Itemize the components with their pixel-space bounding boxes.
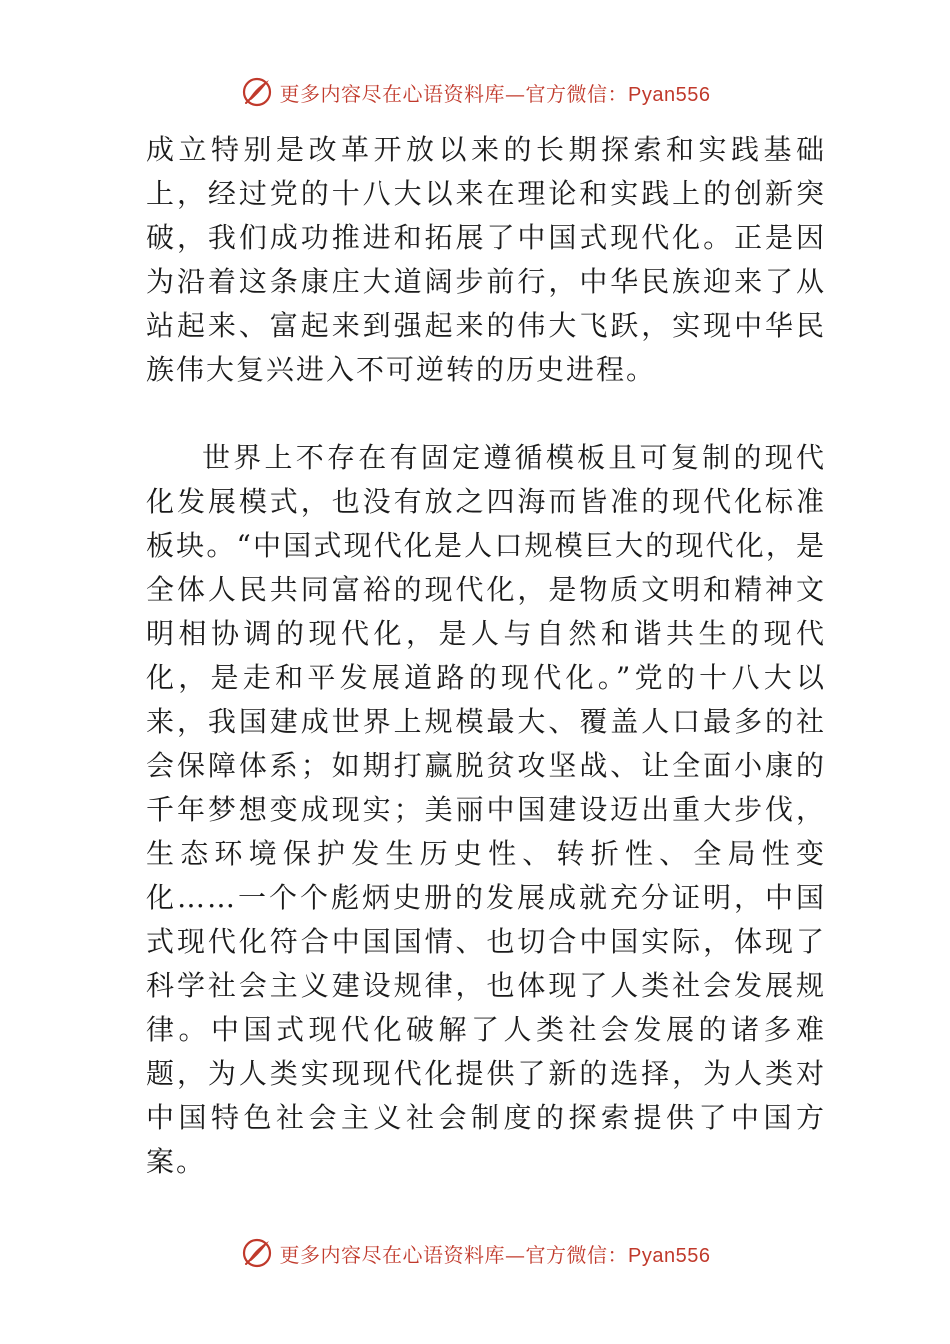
header-banner-id: Pyan556 — [628, 83, 711, 106]
header-banner-text — [280, 78, 711, 107]
footer-banner-suffix: 官方微信： — [525, 1242, 629, 1267]
quill-logo-icon — [240, 75, 274, 109]
footer-banner — [0, 1233, 950, 1273]
header-banner-suffix: 官方微信： — [525, 81, 629, 106]
header-banner-dash: — — [505, 81, 526, 106]
body-paragraph-1: 成立特别是改革开放以来的长期探索和实践基础上，经过党的十八大以来在理论和实践上的创新突破，我们成功推进和拓展了中国式现代化。正是因为沿着这条康庄大道阔步前行，中华民族迎来了从站起来、富起来到强起来的伟大飞跃，实现中华民族伟大复兴进入不可逆转的历史进程。 — [146, 133, 826, 386]
body-paragraph-2: 世界上不存在有固定遵循模板且可复制的现代化发展模式，也没有放之四海而皆准的现代化标准板块。“中国式现代化是人口规模巨大的现代化，是全体人民共同富裕的现代化，是物质文明和精神文明相协调的现代化，是人与自然和谐共生的现代化，是走和平发展道路的现代化。”党的十八大以来，我国建成世界上规模最大、覆盖人口最多的社会保障体系；如期打赢脱贫攻坚战、让全面小康的千年梦想变成现实；美丽中国建设迈出重大步伐，生态环境保护发生历史性、转折性、全局性变化……一个个彪炳史册的发展成就充分证明，中国式现代化符合中国国情、也切合中国实际，体现了科学社会主义建设规律，也体现了人类社会发展规律。中国式现代化破解了人类社会发展的诸多难题，为人类实现现代化提供了新的选择，为人类对中国特色社会主义社会制度的探索提供了中国方案。 — [146, 441, 826, 1178]
footer-banner-title: 更多内容尽在心语资料库 — [279, 1242, 506, 1267]
footer-banner-dash: — — [505, 1242, 526, 1267]
footer-banner-id: Pyan556 — [628, 1244, 711, 1267]
quill-logo-icon — [240, 1236, 274, 1270]
document-body — [146, 128, 826, 1184]
header-banner-title: 更多内容尽在心语资料库 — [279, 81, 506, 106]
footer-banner-text — [280, 1239, 711, 1268]
header-banner — [0, 72, 950, 112]
